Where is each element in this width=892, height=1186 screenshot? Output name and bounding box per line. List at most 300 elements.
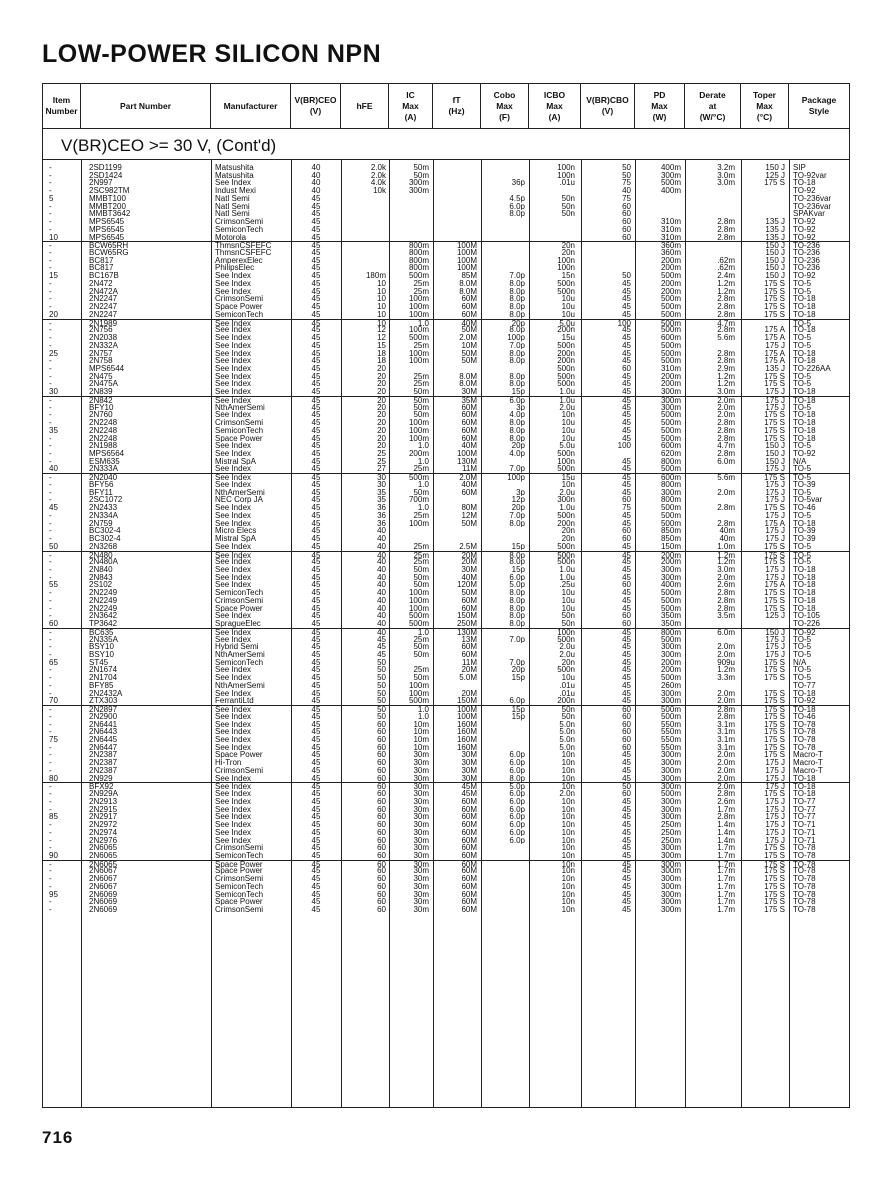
cell-part-number: 2N332A [89,341,118,350]
cell-ic-max: 30m [413,898,429,907]
column-divider [291,159,292,1108]
cell-icbo-max: 2.0n [559,790,575,798]
header-text: Style [808,106,830,116]
cell-item-number: - [49,535,52,543]
cell-vbr-ceo: 45 [311,728,321,736]
cell-item-number: - [49,411,52,420]
cell-derate: 1.2m [717,279,735,288]
cell-icbo-max: .01u [559,179,575,188]
cell-ft: 12M [461,511,477,520]
cell-vbr-ceo: 45 [311,303,321,311]
cell-derate: 1.2m [717,551,735,560]
cell-part-number: 2N6441 [89,720,118,729]
cell-item-number: - [49,403,52,412]
cell-manufacturer: See Index [215,357,252,365]
cell-vbr-ceo: 45 [311,218,321,226]
cell-hfe: 60 [377,875,386,883]
cell-item-number: 35 [49,426,58,435]
cell-derate: 3.3m [717,674,735,682]
cell-hfe: 60 [377,828,386,837]
cell-vbr-cbo: 60 [622,790,631,798]
cell-part-number: BC817 [89,264,114,273]
cell-item-number: - [49,210,52,219]
cell-part-number: 2N6443 [89,728,118,736]
cell-hfe: 25 [377,450,386,458]
cell-ic-max: 25m [413,341,429,350]
cell-toper-max: 175 J [765,573,785,582]
cell-derate: 2.0m [717,774,735,783]
cell-vbr-cbo: 60 [622,496,631,505]
column-divider [341,159,342,1108]
cell-toper-max: 175 J [765,511,785,520]
cell-hfe: 20 [377,434,386,443]
column-divider [389,159,390,1108]
cell-ic-max: 100m [408,349,429,358]
table-row [43,736,849,744]
cell-part-number: 2N758 [89,357,113,365]
column-divider [481,159,482,1108]
cell-package-style: TO-71 [793,836,816,845]
cell-hfe: 60 [377,898,386,907]
cell-package-style: TO-92 [793,233,816,242]
cell-part-number: 2N6067 [89,867,118,876]
cell-icbo-max: 50n [561,612,575,621]
table-row [43,898,849,906]
table-row [43,210,849,218]
cell-pd-max: 850m [660,527,681,535]
cell-toper-max: 175 J [765,465,785,474]
cell-ic-max: 100m [408,681,429,690]
cell-part-number: 2N3642 [89,612,118,621]
cell-derate: 2.8m [717,349,735,358]
header-derate [685,84,741,128]
cell-derate: 2.0m [717,697,735,706]
cell-package-style: TO-5 [793,465,812,474]
cell-ic-max: 100m [408,434,429,443]
cell-pd-max: 200m [660,264,681,273]
cell-hfe: 2.0k [370,171,386,180]
cell-ic-max: 25m [413,511,429,520]
cell-icbo-max: 10u [561,419,575,427]
cell-ft: 60M [461,813,477,822]
cell-manufacturer: Matsushita [215,171,254,180]
cell-hfe: 20 [377,364,386,373]
cell-icbo-max: 10n [561,480,575,489]
cell-manufacturer: Space Power [215,434,263,443]
cell-hfe: 180m [365,272,386,280]
cell-toper-max: 175 S [764,736,785,744]
cell-hfe: 60 [377,890,386,899]
cell-item-number: - [49,511,52,520]
table-row [43,690,849,698]
cell-icbo-max: 1.0u [559,565,575,574]
cell-part-number: 2N2913 [89,797,118,806]
cell-manufacturer: Space Power [215,303,263,311]
cell-icbo-max: 1.0u [559,573,575,582]
cell-part-number: 2N6069 [89,906,118,914]
cell-ft: 160M [456,736,477,744]
cell-item-number: 50 [49,542,58,551]
cell-package-style: TO-78 [793,875,816,883]
cell-icbo-max: 100n [557,264,575,273]
cell-vbr-ceo: 45 [311,821,321,829]
cell-toper-max: 175 S [764,898,785,907]
cell-item-number: 70 [49,697,58,706]
cell-vbr-ceo: 45 [311,828,321,837]
cell-pd-max: 300m [660,396,681,405]
cell-part-number: MPS6564 [89,450,125,458]
cell-icbo-max: 10n [561,851,575,860]
cell-vbr-ceo: 45 [311,620,321,628]
cell-part-number: MPS6545 [89,225,125,234]
cell-ft: 100M [456,264,477,273]
cell-manufacturer: Space Power [215,898,263,907]
cell-toper-max: 175 S [764,604,785,613]
cell-vbr-ceo: 45 [311,319,321,328]
cell-item-number: - [49,751,52,760]
cell-manufacturer: See Index [215,797,252,806]
cell-pd-max: 400m [660,164,681,172]
cell-part-number: ESM635 [89,457,120,466]
cell-toper-max: 175 S [764,426,785,435]
cell-package-style: SIP [793,164,806,172]
cell-cobo-max: 15p [511,542,525,551]
cell-cobo-max: 8.0p [509,551,525,560]
cell-package-style: TO-77 [793,681,816,690]
cell-item-number: - [49,821,52,829]
cell-part-number: 2N2976 [89,836,118,845]
cell-part-number: 2N6447 [89,743,118,752]
cell-ic-max: 10m [413,720,429,729]
cell-manufacturer: Space Power [215,860,263,869]
table-row [43,288,849,296]
cell-toper-max: 175 J [765,821,785,829]
cell-ft: 100M [456,706,477,714]
cell-hfe: 40 [377,596,386,605]
cell-derate: 1.4m [717,828,735,837]
cell-icbo-max: 10n [561,821,575,829]
cell-item-number: 65 [49,658,58,667]
table-row [43,813,849,821]
cell-pd-max: 500m [660,511,681,520]
cell-ic-max: 25m [413,635,429,644]
cell-toper-max: 175 S [764,380,785,389]
cell-vbr-cbo: 45 [622,465,631,474]
cell-ft: 2.0M [459,334,477,342]
cell-package-style: TO-92var [793,171,827,180]
cell-ft: 60M [461,403,477,412]
cell-manufacturer: See Index [215,364,252,373]
cell-vbr-ceo: 45 [311,790,321,798]
cell-pd-max: 500m [660,790,681,798]
cell-item-number: - [49,295,52,304]
cell-package-style: TO-92 [793,450,816,458]
cell-hfe: 60 [377,844,386,852]
column-divider [529,159,530,1108]
table-row [43,612,849,620]
cell-part-number: 2N2249 [89,596,118,605]
cell-manufacturer: See Index [215,450,252,458]
cell-item-number: 45 [49,504,58,512]
cell-icbo-max: 10n [561,890,575,899]
header-text: (A) [548,111,561,122]
cell-part-number: 2N2972 [89,821,118,829]
header-text: Derate [699,89,726,100]
cell-derate: 2.0m [717,650,735,659]
cell-ic-max: 1.0 [417,504,429,512]
cell-ft: 40M [461,480,477,489]
cell-package-style: TO-78 [793,736,816,744]
cell-part-number: 2N480A [89,558,118,566]
cell-vbr-ceo: 45 [311,419,321,427]
cell-icbo-max: 10u [561,434,575,443]
table-row [43,798,849,806]
cell-manufacturer: SemiconTech [215,882,264,891]
cell-pd-max: 300m [660,805,681,814]
cell-icbo-max: 10n [561,882,575,891]
header-text: Max [546,100,563,111]
cell-vbr-cbo: 45 [622,565,631,574]
cell-pd-max: 550m [660,720,681,729]
table-row [43,891,849,899]
cell-icbo-max: 20n [561,527,575,535]
cell-item-number: - [49,187,52,195]
cell-manufacturer: AmperexElec [215,256,263,265]
cell-cobo-max: 8.0p [509,303,525,311]
cell-vbr-cbo: 60 [622,736,631,744]
cell-icbo-max: .25u [559,581,575,590]
cell-part-number: BFY11 [89,488,113,497]
header-text: Max [496,100,513,111]
cell-vbr-cbo: 45 [622,836,631,845]
cell-vbr-cbo: 45 [622,558,631,566]
cell-item-number: - [49,179,52,188]
cell-ic-max: 300m [408,187,429,195]
cell-package-style: TO-18 [793,349,816,358]
cell-manufacturer: See Index [215,442,252,450]
cell-vbr-ceo: 45 [311,596,321,605]
table-row [43,605,849,613]
cell-item-number: - [49,474,52,482]
cell-vbr-cbo: 45 [622,882,631,891]
cell-hfe: 50 [377,706,386,714]
cell-derate: 1.7m [717,805,735,814]
cell-pd-max: 500m [660,341,681,350]
cell-derate: 2.8m [717,813,735,822]
cell-manufacturer: See Index [215,511,252,520]
cell-vbr-ceo: 45 [311,334,321,342]
cell-icbo-max: 10n [561,836,575,845]
cell-ic-max: 25m [413,558,429,566]
cell-item-number: - [49,242,52,250]
cell-item-number: - [49,287,52,296]
cell-vbr-cbo: 45 [622,596,631,605]
cell-vbr-ceo: 45 [311,457,321,466]
cell-package-style: TO-5 [793,319,812,328]
cell-vbr-ceo: 45 [311,242,321,250]
cell-ic-max: 30m [413,797,429,806]
section-title: V(BR)CEO >= 30 V, (Cont'd) [61,136,277,155]
header-icbo-max [529,84,581,128]
header-text: PD [653,89,666,100]
cell-vbr-ceo: 45 [311,581,321,590]
table-row [43,326,849,334]
table-row [43,697,849,705]
cell-icbo-max: 1.0u [559,504,575,512]
table-row [43,195,849,203]
cell-package-style: TO-92 [793,697,816,706]
cell-vbr-cbo: 45 [622,480,631,489]
cell-item-number: 5 [49,194,54,203]
cell-part-number: MPS6545 [89,233,125,242]
cell-ic-max: 1.0 [417,319,429,328]
cell-ft: 2.5M [459,542,477,551]
cell-package-style: TO-71 [793,821,816,829]
cell-manufacturer: See Index [215,287,252,296]
cell-manufacturer: See Index [215,551,252,560]
cell-part-number: 2S102 [89,581,113,590]
cell-manufacturer: See Index [215,612,252,621]
cell-derate: 1.7m [717,898,735,907]
cell-pd-max: 300m [660,844,681,852]
cell-toper-max: 175 S [764,551,785,560]
cell-vbr-cbo: 40 [622,187,631,195]
table-row [43,458,849,466]
cell-manufacturer: Natl Semi [215,202,250,211]
cell-package-style: N/A [793,658,807,667]
cell-cobo-max: 12p [511,496,525,505]
cell-part-number: 2N839 [89,388,113,396]
cell-manufacturer: See Index [215,828,252,837]
table-row [43,597,849,605]
cell-package-style: TO-18 [793,419,816,427]
cell-ic-max: 25m [413,372,429,381]
cell-cobo-max: 15p [511,388,525,396]
cell-vbr-cbo: 45 [622,805,631,814]
cell-item-number: - [49,488,52,497]
cell-vbr-cbo: 60 [622,620,631,628]
cell-manufacturer: See Index [215,326,252,335]
cell-manufacturer: Natl Semi [215,210,250,219]
cell-item-number: - [49,766,52,775]
cell-hfe: 40 [377,620,386,628]
cell-vbr-ceo: 45 [311,712,321,721]
cell-item-number: - [49,519,52,528]
cell-item-number: - [49,643,52,651]
cell-manufacturer: See Index [215,635,252,644]
cell-vbr-ceo: 45 [311,797,321,806]
cell-pd-max: 500m [660,504,681,512]
cell-pd-max: 200m [660,658,681,667]
cell-ft: 120M [456,581,477,590]
cell-toper-max: 175 S [764,674,785,682]
table-row [43,357,849,365]
cell-vbr-cbo: 45 [622,287,631,296]
cell-item-number: - [49,396,52,405]
table-row [43,728,849,736]
cell-part-number: 2N2248 [89,434,118,443]
cell-cobo-max: 8.0p [509,612,525,621]
cell-cobo-max: 8.0p [509,349,525,358]
header-item-number [43,84,81,128]
cell-derate: 2.8m [717,419,735,427]
cell-hfe: 36 [377,519,386,528]
cell-item-number: 80 [49,774,58,783]
cell-part-number: 2N2249 [89,604,118,613]
cell-cobo-max: 8.0p [509,596,525,605]
header-text: V(BR)CBO [586,95,629,105]
cell-cobo-max: 3p [516,488,525,497]
cell-cobo-max: 6.0p [509,828,525,837]
cell-cobo-max: 6.0p [509,805,525,814]
cell-package-style: TO-77 [793,797,816,806]
cell-pd-max: 300m [660,766,681,775]
table-row [43,373,849,381]
cell-toper-max: 175 S [764,867,785,876]
cell-manufacturer: Mistral SpA [215,457,256,466]
cell-toper-max: 135 J [765,364,785,373]
cell-package-style: TO-18 [793,519,816,528]
cell-part-number: 2N6065 [89,844,118,852]
cell-cobo-max: 7.0p [509,658,525,667]
cell-ic-max: 50m [413,388,429,396]
cell-icbo-max: 50n [561,210,575,219]
cell-manufacturer: CrimsonSemi [215,766,264,775]
cell-vbr-cbo: 60 [622,720,631,729]
cell-manufacturer: See Index [215,813,252,822]
cell-package-style: Macro-T [793,759,823,767]
cell-vbr-cbo: 45 [622,511,631,520]
cell-item-number: - [49,844,52,852]
cell-ic-max: 30m [413,813,429,822]
cell-manufacturer: Motorola [215,233,247,242]
cell-vbr-ceo: 40 [311,171,321,180]
cell-pd-max: 500m [660,674,681,682]
cell-icbo-max: 100n [557,171,575,180]
cell-part-number: 2N2248 [89,419,118,427]
table-header [43,84,849,129]
cell-ic-max: 50m [413,565,429,574]
cell-package-style: TO-18 [793,589,816,597]
cell-part-number: 2N1989 [89,319,118,328]
cell-icbo-max: 10n [561,766,575,775]
cell-package-style: Macro-T [793,751,823,760]
cell-vbr-cbo: 45 [622,666,631,675]
cell-icbo-max: 10n [561,783,575,792]
cell-vbr-ceo: 45 [311,743,321,752]
cell-manufacturer: SpragueElec [215,620,261,628]
cell-package-style: TO-18 [793,596,816,605]
table-row [43,875,849,883]
cell-package-style: TO-78 [793,728,816,736]
cell-vbr-ceo: 45 [311,279,321,288]
cell-vbr-ceo: 45 [311,836,321,845]
cell-manufacturer: Space Power [215,751,263,760]
cell-vbr-cbo: 45 [622,797,631,806]
cell-part-number: 2SD1424 [89,171,123,180]
cell-ic-max: 500m [408,272,429,280]
cell-toper-max: 175 S [764,179,785,188]
cell-package-style: TO-78 [793,906,816,914]
table-row [43,489,849,497]
cell-part-number: 2N333A [89,465,118,474]
cell-vbr-ceo: 45 [311,372,321,381]
cell-item-number: - [49,828,52,837]
cell-package-style: TO-18 [793,388,816,396]
cell-part-number: ST45 [89,658,109,667]
cell-pd-max: 500m [660,357,681,365]
cell-item-number: - [49,334,52,342]
